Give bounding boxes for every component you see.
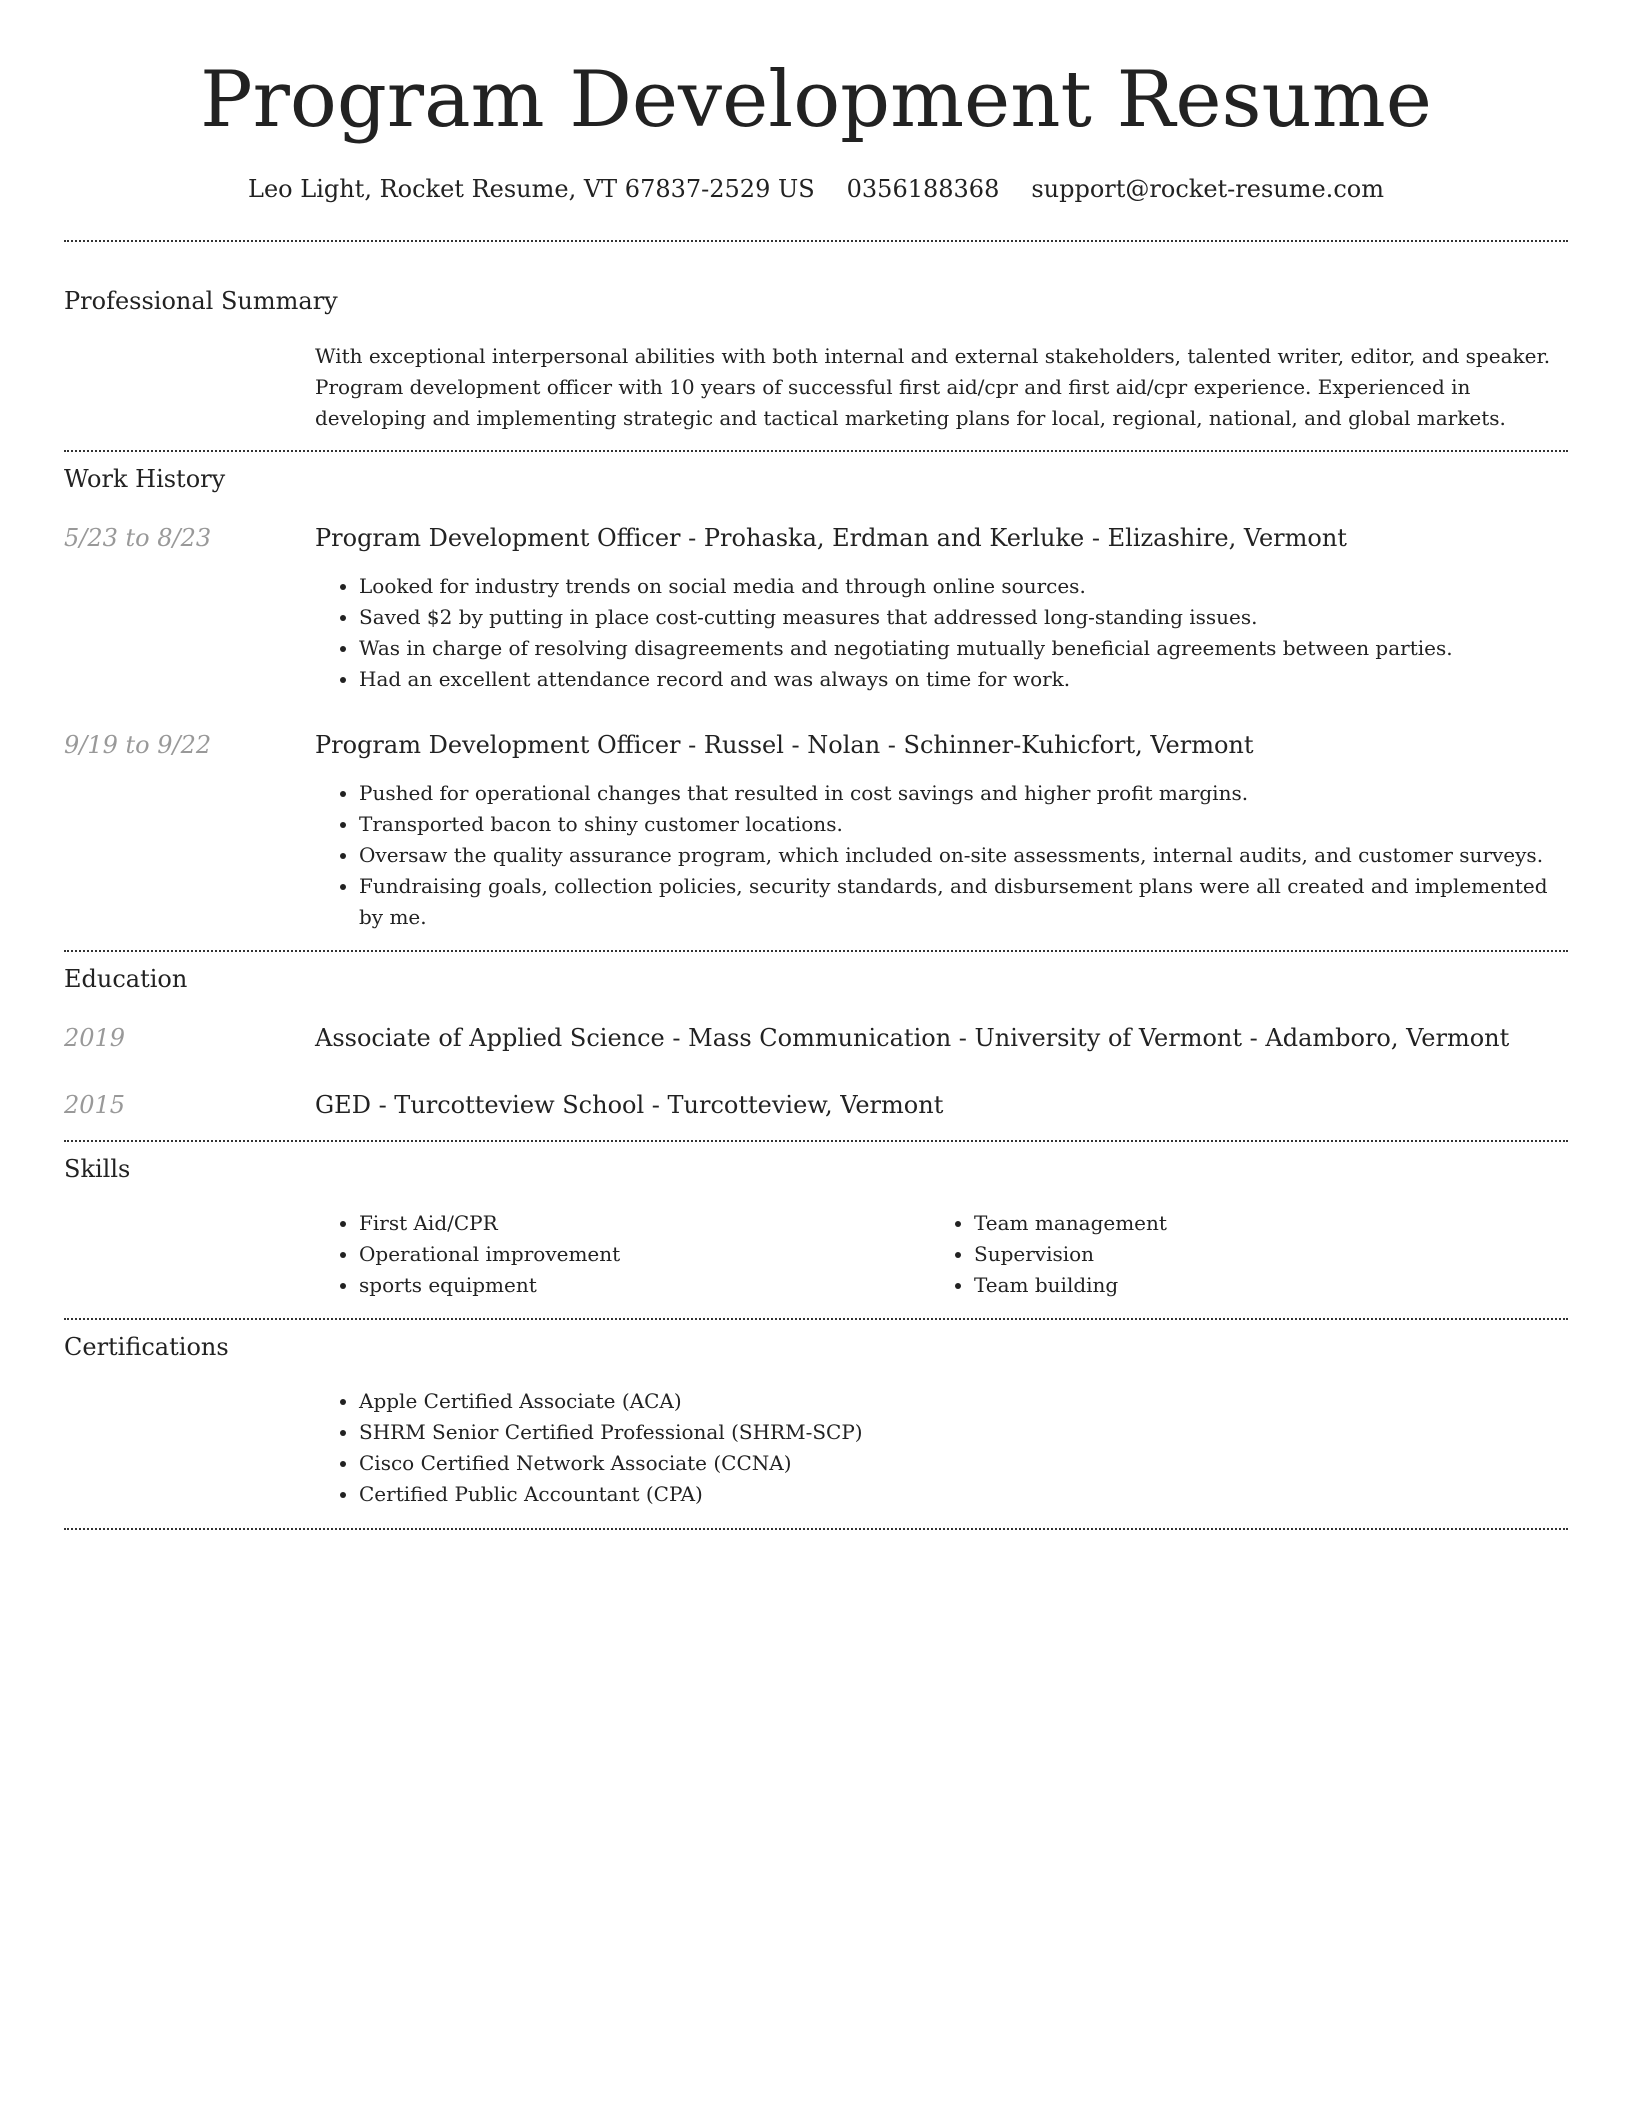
section-heading-skills: Skills <box>64 1155 131 1183</box>
list-item: • Certified Public Accountant (CPA) <box>359 1479 1568 1510</box>
list-item: • Pushed for operational changes that resulted in cost savings and higher profit margins. <box>359 778 1568 809</box>
list-item: • Apple Certified Associate (ACA) <box>359 1386 1568 1417</box>
education-degree: GED <box>315 1091 371 1119</box>
list-item: • sports equipment <box>359 1270 915 1301</box>
education-degree: Associate of Applied Science - Mass Communication <box>315 1024 952 1052</box>
section-heading-work-history: Work History <box>64 465 226 493</box>
resume-title: Program Development Resume <box>200 55 1432 145</box>
education-year: 2015 <box>64 1091 126 1119</box>
education-entry <box>315 1021 1568 1055</box>
divider <box>64 950 1568 952</box>
job-dates: 9/19 to 9/22 <box>64 731 212 759</box>
skills-list-left <box>315 1208 915 1301</box>
list-item: • SHRM Senior Certified Professional (SHRM-SCP) <box>359 1417 1568 1448</box>
job-employer-location: - Russel - Nolan - Schinner-Kuhicfort, Vermont <box>680 731 1254 759</box>
summary-text: With exceptional interpersonal abilities with both internal and external stakeholders, talented writer, editor, and speaker. Program development officer with 10 years of successful first aid/cpr and first aid/cpr experience. Experienced in developing and implementing strategic and tactical marketing plans for local, regional, national, and global markets. <box>315 344 1551 430</box>
contact-address: Leo Light, Rocket Resume, VT 67837-2529 US <box>248 175 815 203</box>
education-school: - University of Vermont - Adamboro, Vermont <box>951 1024 1510 1052</box>
divider <box>64 1318 1568 1320</box>
list-item: • Team management <box>974 1208 1530 1239</box>
section-heading-summary: Professional Summary <box>64 287 338 315</box>
list-item: • Fundraising goals, collection policies, security standards, and disbursement plans were all created and implemented by me. <box>359 871 1568 933</box>
list-item: • Supervision <box>974 1239 1530 1270</box>
skills-list-right <box>930 1208 1530 1301</box>
list-item: • Was in charge of resolving disagreements and negotiating mutually beneficial agreements between parties. <box>359 633 1568 664</box>
list-item: • Looked for industry trends on social media and through online sources. <box>359 571 1568 602</box>
job-title: Program Development Officer <box>315 524 681 552</box>
list-item: • Cisco Certified Network Associate (CCNA) <box>359 1448 1568 1479</box>
job-bullets <box>315 778 1568 933</box>
contact-line <box>0 171 1632 207</box>
list-item: • First Aid/CPR <box>359 1208 915 1239</box>
list-item: • Saved $2 by putting in place cost-cutting measures that addressed long-standing issues. <box>359 602 1568 633</box>
list-item: • Transported bacon to shiny customer locations. <box>359 809 1568 840</box>
job-heading <box>315 728 1568 762</box>
education-school: - Turcotteview School - Turcotteview, Vermont <box>370 1091 944 1119</box>
job-dates: 5/23 to 8/23 <box>64 524 212 552</box>
contact-phone: 0356188368 <box>846 175 1000 203</box>
job-title: Program Development Officer <box>315 731 681 759</box>
section-heading-certifications: Certifications <box>64 1333 229 1361</box>
job-employer-location: - Prohaska, Erdman and Kerluke - Elizashire, Vermont <box>680 524 1347 552</box>
education-entry <box>315 1088 1568 1122</box>
education-year: 2019 <box>64 1024 126 1052</box>
list-item: • Team building <box>974 1270 1530 1301</box>
divider <box>64 1528 1568 1530</box>
job-heading <box>315 521 1568 555</box>
list-item: • Oversaw the quality assurance program, which included on-site assessments, internal audits, and customer surveys. <box>359 840 1568 871</box>
divider <box>64 1140 1568 1142</box>
list-item: • Had an excellent attendance record and was always on time for work. <box>359 664 1568 695</box>
contact-email: support@rocket-resume.com <box>1031 175 1384 203</box>
certifications-list <box>315 1386 1568 1510</box>
section-heading-education: Education <box>64 965 188 993</box>
list-item: • Operational improvement <box>359 1239 915 1270</box>
divider <box>64 450 1568 452</box>
job-bullets <box>315 571 1568 695</box>
divider <box>64 240 1568 242</box>
